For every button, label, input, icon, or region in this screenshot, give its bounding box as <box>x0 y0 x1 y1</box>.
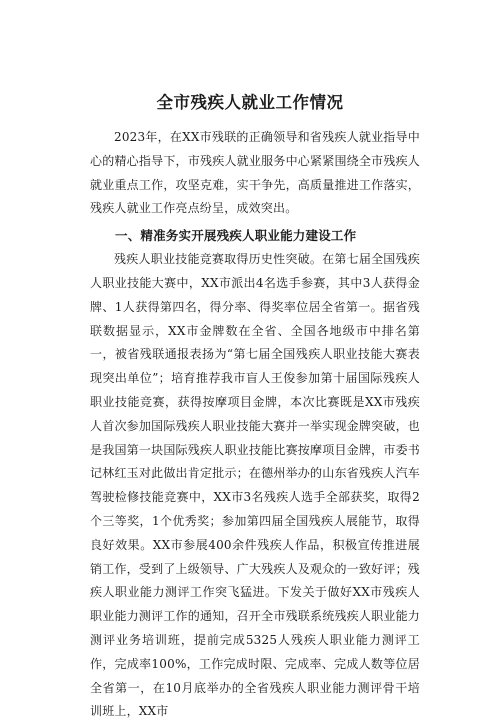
intro-paragraph: 2023年，在XX市残联的正确领导和省残疾人就业指导中心的精心指导下，市残疾人就业服务中心紧紧围绕全市残疾人就业重点工作，攻坚克难，实干争先，高质量推进工作落实，残疾人就业工作亮点纷呈，成效突出。 <box>90 130 420 216</box>
document-body <box>90 126 420 724</box>
section-paragraph: 残疾人职业技能竞赛取得历史性突破。在第七届全国残疾人职业技能大赛中，XX市派出4名选手参赛，其中3人获得金牌、1人获得第四名，得分率、得奖率位居全省第一。据省残联数据显示，XX市金牌数在全省、全国各地级市中排名第一，被省残联通报表扬为“第七届全国残疾人职业技能大赛表现突出单位”；培育推荐我市盲人王俊参加第十届国际残疾人职业技能竞赛，获得按摩项目金牌，本次比赛既是XX市残疾人首次参加国际残疾人职业技能大赛并一举实现金牌突破，也是我国第一块国际残疾人职业技能比赛按摩项目金牌，市委书记林红玉对此做出肯定批示；在德州举办的山东省残疾人汽车驾驶检修技能竞赛中，XX市3名残疾人选手全部获奖，取得2个三等奖，1个优秀奖；参加第四届全国残疾人展能节，取得良好效果。XX市参展400余件残疾人作品，积极宣传推进展销工作，受到了上级领导、广大残疾人及观众的一致好评；残疾人职业能力测评工作突飞猛进。下发关于做好XX市残疾人职业能力测评工作的通知，召开全市残联系统残疾人职业能力测评业务培训班，提前完成5325人残疾人职业能力测评工作，完成率100%，工作完成时限、完成率、完成人数等位居全省第一，在10月底举办的全省残疾人职业能力测评骨干培训班上，XX市 <box>90 252 420 719</box>
document-title: 全市残疾人就业工作情况 <box>156 93 344 112</box>
section-heading: 一、精准务实开展残疾人职业能力建设工作 <box>115 228 357 244</box>
